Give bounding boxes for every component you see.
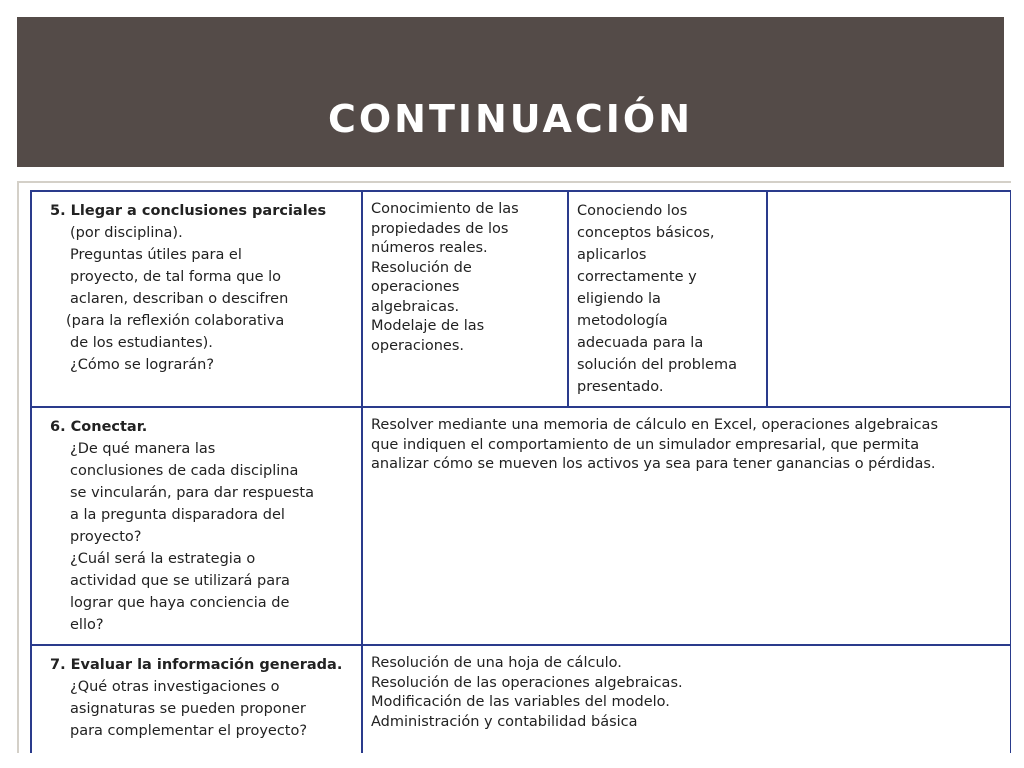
application-line: metodología — [577, 313, 668, 329]
step-5-line: de los estudiantes). — [70, 335, 213, 351]
step-5-line: (por disciplina). — [70, 225, 183, 241]
step-6-content-cell — [362, 407, 1011, 645]
step-6-heading: 6. Conectar. — [50, 419, 148, 435]
table-row-step-6 — [31, 407, 1011, 645]
knowledge-line: Conocimiento de las — [371, 201, 519, 217]
step-5-line: (para la reflexión colaborativa — [66, 313, 285, 329]
step-7-heading: 7. Evaluar la información generada. — [50, 657, 343, 673]
table-row-step-5 — [31, 191, 1011, 407]
table-image-frame — [17, 181, 1011, 753]
step-7-line: para complementar el proyecto? — [70, 723, 308, 739]
step-5-line: aclaren, describan o descifren — [70, 291, 289, 307]
application-line: eligiendo la — [577, 291, 661, 307]
step-6-line: se vincularán, para dar respuesta — [70, 485, 314, 501]
project-steps-table — [30, 190, 1011, 753]
step-5-heading: 5. Llegar a conclusiones parciales — [50, 203, 327, 219]
knowledge-line: Resolución de — [371, 259, 472, 276]
step-5-empty-cell — [767, 191, 1011, 407]
step-6-line: actividad que se utilizará para — [70, 573, 290, 589]
step-6-line: conclusiones de cada disciplina — [70, 463, 299, 479]
step-7-content-cell — [362, 645, 1011, 753]
step-6-line: proyecto? — [70, 529, 142, 545]
knowledge-line: Modelaje de las — [371, 318, 485, 334]
application-line: adecuada para la — [577, 335, 704, 351]
step-6-line: ello? — [70, 617, 104, 633]
step-7-content-line: Resolución de las operaciones algebraicas. — [371, 674, 683, 691]
step-6-line: lograr que haya conciencia de — [70, 595, 290, 611]
step-6-description-cell — [31, 407, 362, 645]
step-7-content-line: Modificación de las variables del modelo. — [371, 694, 670, 710]
step-7-line: asignaturas se pueden proponer — [70, 701, 306, 717]
knowledge-line: algebraicas. — [371, 298, 460, 315]
step-7-line: ¿Qué otras investigaciones o — [70, 679, 280, 695]
application-line: aplicarlos — [577, 247, 647, 263]
step-6-line: ¿De qué manera las — [70, 441, 216, 457]
page-title: CONTINUACIÓN — [327, 97, 694, 141]
application-line: correctamente y — [577, 269, 697, 285]
application-line: conceptos básicos, — [577, 225, 715, 241]
step-7-content-line: Administración y contabilidad básica — [371, 713, 638, 730]
knowledge-line: operaciones. — [371, 337, 464, 354]
step-6-line: ¿Cuál será la estrategia o — [70, 551, 256, 567]
step-5-application-cell — [568, 191, 767, 407]
step-5-line: proyecto, de tal forma que lo — [70, 269, 282, 285]
step-6-content-line: que indiquen el comportamiento de un simulador empresarial, que permita — [371, 436, 920, 453]
application-line: Conociendo los — [577, 203, 688, 219]
step-5-line: Preguntas útiles para el — [70, 247, 242, 263]
table-row-step-7 — [31, 645, 1011, 753]
knowledge-line: números reales. — [371, 240, 488, 256]
application-line: solución del problema — [577, 357, 737, 373]
step-7-description-cell — [31, 645, 362, 753]
step-6-content-line: Resolver mediante una memoria de cálculo en Excel, operaciones algebraicas — [371, 417, 939, 433]
title-banner — [17, 17, 1004, 167]
step-6-line: a la pregunta disparadora del — [70, 507, 285, 523]
application-line: presentado. — [577, 379, 664, 395]
step-5-description-cell — [31, 191, 362, 407]
step-5-line: ¿Cómo se lograrán? — [70, 357, 215, 373]
knowledge-line: propiedades de los — [371, 220, 509, 237]
step-6-content-line: analizar cómo se mueven los activos ya sea para tener ganancias o pérdidas. — [371, 456, 936, 472]
step-5-knowledge-cell — [362, 191, 568, 407]
step-7-content-line: Resolución de una hoja de cálculo. — [371, 655, 622, 671]
knowledge-line: operaciones — [371, 279, 460, 295]
